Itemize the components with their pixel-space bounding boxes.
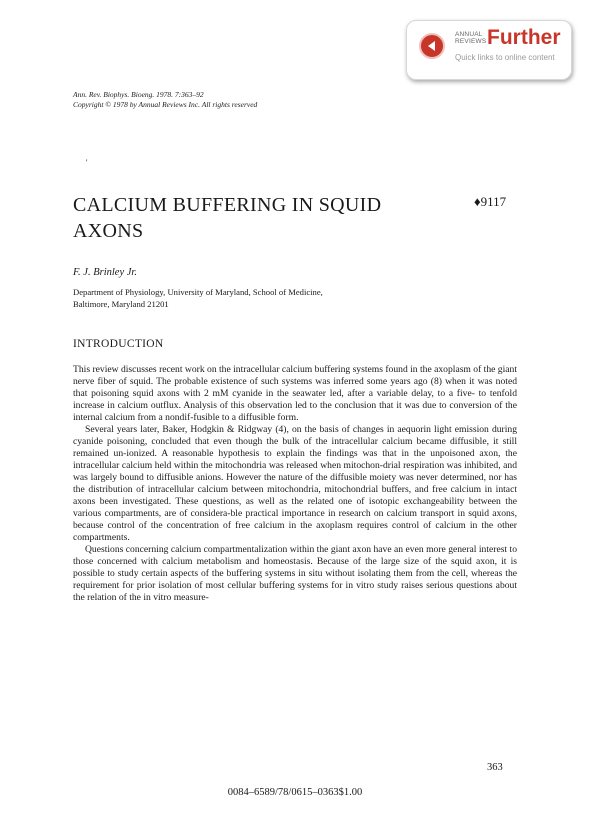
- author-affiliation: [73, 286, 453, 310]
- section-heading: INTRODUCTION: [73, 338, 164, 350]
- banner-quick-links[interactable]: Quick links to online content: [455, 53, 555, 62]
- article-body: [73, 364, 517, 604]
- affiliation-line-2: Baltimore, Maryland 21201: [73, 299, 169, 309]
- journal-citation: Ann. Rev. Biophys. Bioeng. 1978. 7:363–92: [73, 90, 204, 99]
- paragraph-2: Several years later, Baker, Hodgkin & Ridgway (4), on the basis of changes in aequorin light emission during cyanide poisoning, concluded that even though the bulk of the intracellular calcium became diffusible, it still remained un-ionized. A reasonable hypothesis to explain the findings was that in the unpoisoned axon, the intracellular calcium held within the mitochondria was released when mitochon-drial respiration was inhibited, and was largely bound to diffusible anions. However the nature of the diffusible moiety was never determined, nor has the distribution of intracellular calcium between mitochondria, mitochondrial buffers, and free calcium in intact axons been investigated. These questions, as well as the related one of isotopic exchangeability between the various compartments, are of considera-ble practical importance in research on calcium transport in squid axons, because control of the concentration of free calcium in the axoplasm requires control of calcium in the other compartments.: [73, 424, 517, 543]
- author-name: F. J. Brinley Jr.: [73, 267, 137, 278]
- banner-brand: [455, 31, 486, 45]
- document-number: ♦9117: [474, 194, 507, 209]
- page-number: 363: [487, 762, 503, 773]
- back-arrow-icon: [419, 33, 445, 59]
- banner-further: Further: [487, 26, 561, 49]
- article-code: 0084–6589/78/0615–0363$1.00: [227, 787, 363, 798]
- affiliation-line-1: Department of Physiology, University of Maryland, School of Medicine,: [73, 287, 323, 297]
- journal-info: [73, 90, 257, 110]
- paragraph-1: This review discusses recent work on the intracellular calcium buffering systems found in the axoplasm of the giant nerve fiber of squid. The probable existence of such systems was inferred some years ago (8) when it was noted that poisoning squid axons with 2 mM cyanide in the seawater led, after a variable delay, to a five- to tenfold increase in calcium outflux. Analysis of this observation led to the conclusion that it was due to conversion of the internal calcium from a nondif-fusible to a diffusible form.: [73, 364, 517, 423]
- title-line-1: CALCIUM BUFFERING IN SQUID: [73, 194, 382, 216]
- banner-reviews: REVIEWS: [455, 38, 487, 45]
- banner-annual: ANNUAL: [455, 31, 483, 38]
- paragraph-3: Questions concerning calcium compartmentalization within the giant axon have an even more general interest to those concerned with calcium metabolism and homeostasis. Because of the large size of the squid axon, it is possible to study certain aspects of the buffering systems in situ without isolating them from the cell, whereas the requirement for prior isolation of most cellular buffering systems for in vitro study raises serious questions about the relation of the in vitro measure-: [73, 544, 517, 603]
- article-title: [73, 192, 433, 244]
- stray-mark: ': [86, 158, 88, 167]
- title-line-2: AXONS: [73, 220, 144, 242]
- annual-reviews-further-banner[interactable]: [406, 20, 572, 80]
- journal-copyright: Copyright © 1978 by Annual Reviews Inc. All rights reserved: [73, 100, 258, 109]
